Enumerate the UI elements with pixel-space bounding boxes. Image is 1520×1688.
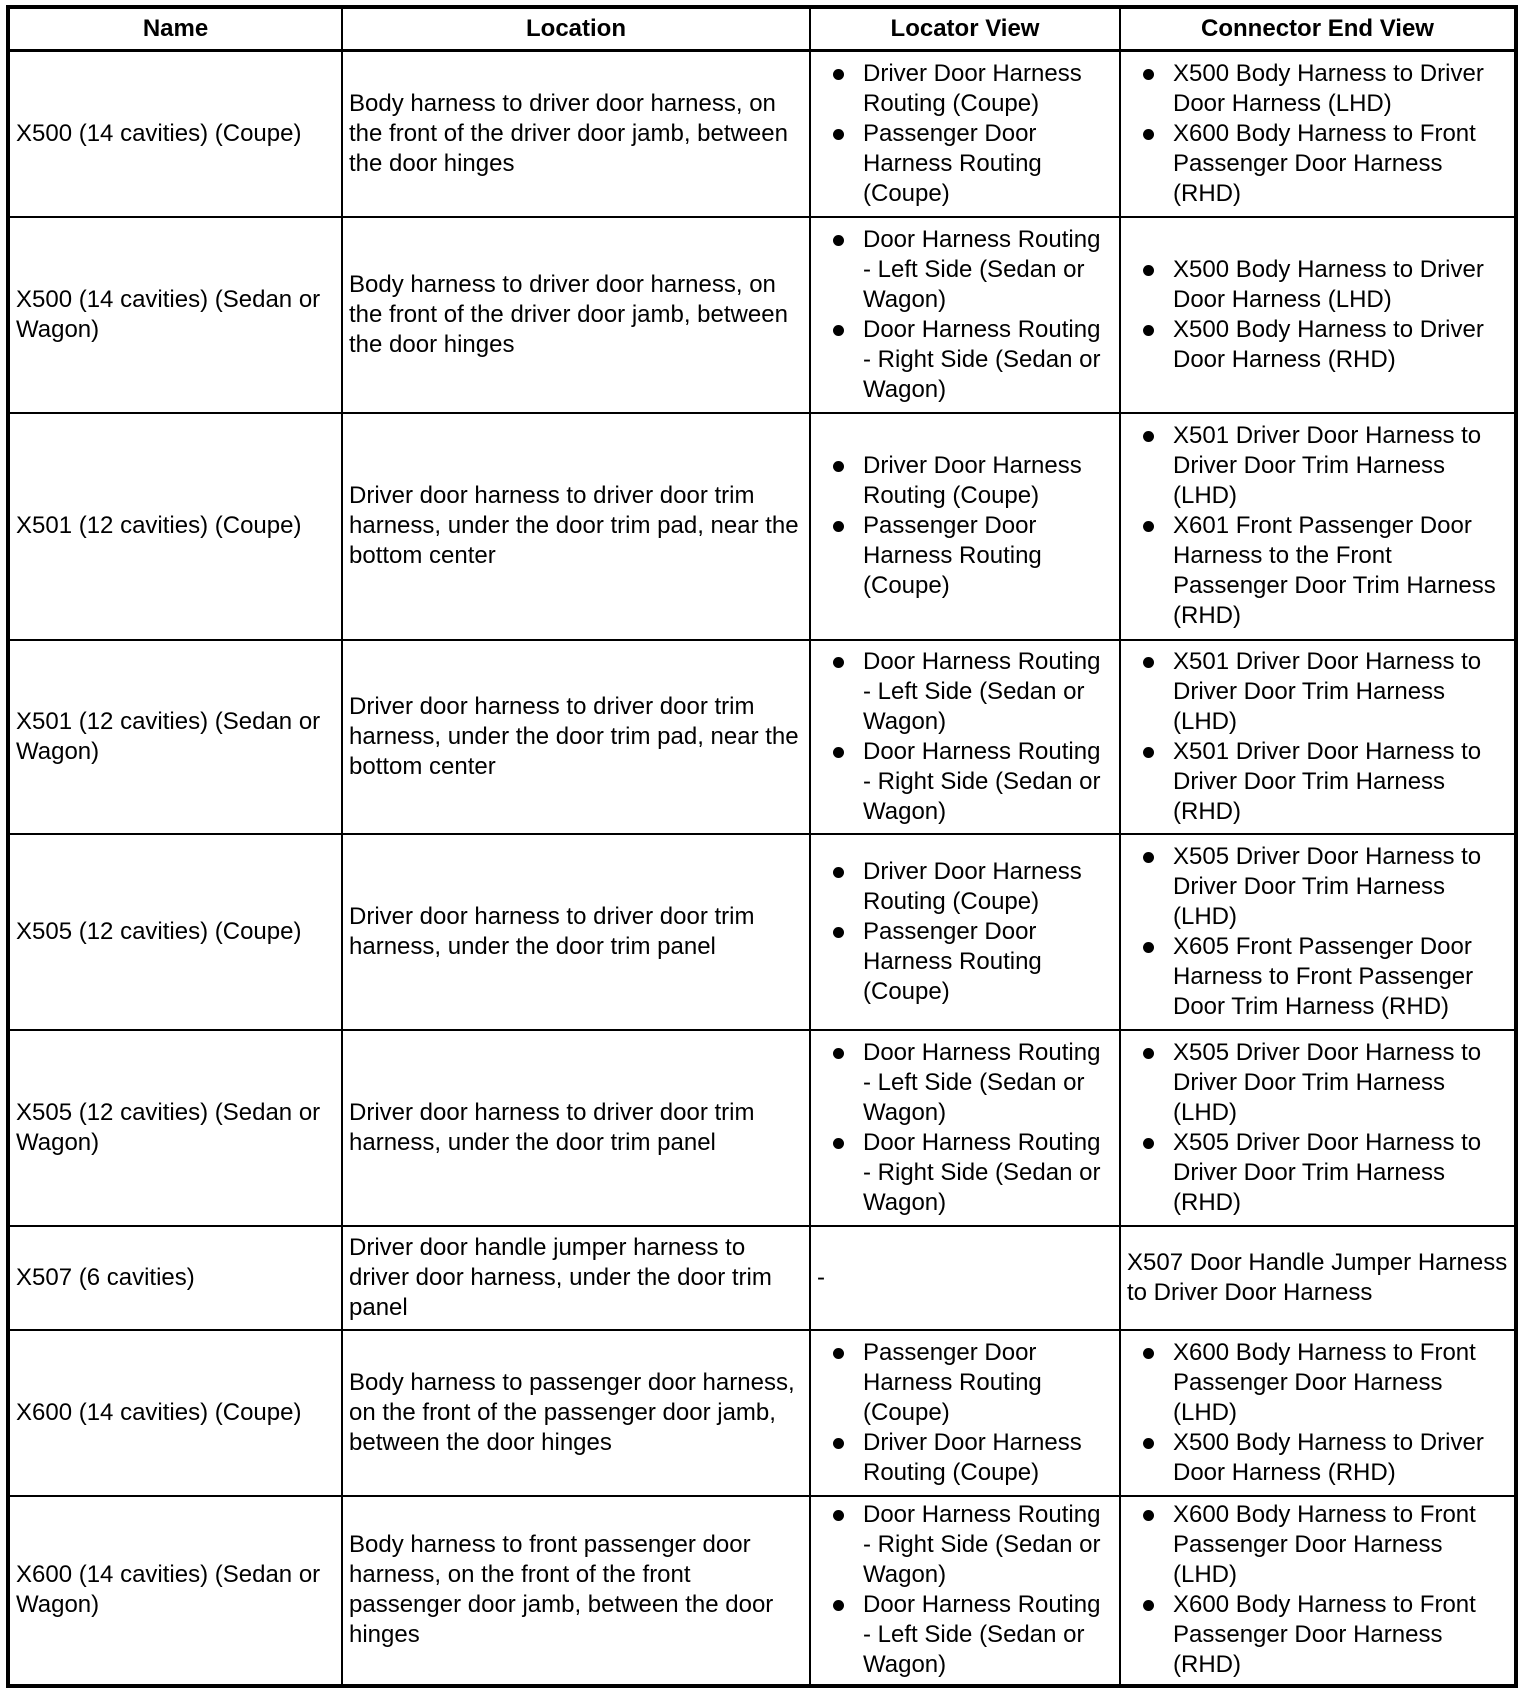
list-item[interactable] (1127, 1428, 1508, 1488)
list-item[interactable] (817, 917, 1113, 1007)
list-item[interactable] (1127, 421, 1508, 511)
connector-link[interactable]: X600 Body Harness to Front Passenger Door Harness (LHD) (1173, 1338, 1476, 1426)
list-item[interactable] (817, 225, 1113, 315)
bullet-icon (833, 325, 844, 336)
cell-name: X501 (12 cavities) (Coupe) (8, 413, 342, 640)
list-item[interactable] (817, 451, 1113, 511)
table-row (8, 1226, 1516, 1330)
locator-link[interactable]: Driver Door Harness Routing (Coupe) (863, 59, 1082, 117)
list-item[interactable] (1127, 842, 1508, 932)
list-item[interactable] (817, 59, 1113, 119)
bullet-icon (833, 129, 844, 140)
locator-link[interactable]: Door Harness Routing - Right Side (Sedan or Wagon) (863, 1128, 1101, 1216)
bullet-icon (833, 927, 844, 938)
bullet-icon (833, 1048, 844, 1059)
connector-link[interactable]: X600 Body Harness to Front Passenger Door Harness (RHD) (1173, 1591, 1476, 1678)
cell-location: Body harness to front passenger door harness, on the front of the front passenger door jamb, between the door hinges (342, 1496, 810, 1686)
list-item[interactable] (1127, 932, 1508, 1022)
cell-location: Driver door harness to driver door trim harness, under the door trim panel (342, 834, 810, 1030)
bullet-icon (833, 235, 844, 246)
header-location: Location (342, 7, 810, 51)
locator-link[interactable]: Door Harness Routing - Left Side (Sedan or Wagon) (863, 1591, 1101, 1678)
header-locator-view: Locator View (810, 7, 1120, 51)
connector-link[interactable]: X500 Body Harness to Driver Door Harness (RHD) (1173, 315, 1484, 373)
cell-locator-view (810, 51, 1120, 217)
cell-connector-end-view (1120, 217, 1516, 413)
connector-table (6, 5, 1518, 1688)
bullet-icon (833, 1438, 844, 1449)
bullet-icon (1143, 1138, 1154, 1149)
cell-locator-view: - (810, 1226, 1120, 1330)
bullet-icon (1143, 747, 1154, 758)
locator-link[interactable]: Driver Door Harness Routing (Coupe) (863, 857, 1082, 915)
list-item[interactable] (1127, 737, 1508, 827)
bullet-icon (833, 461, 844, 472)
cell-connector-end-view (1120, 1330, 1516, 1496)
connector-link[interactable]: X501 Driver Door Harness to Driver Door Trim Harness (RHD) (1173, 737, 1482, 825)
list-item[interactable] (1127, 1500, 1508, 1590)
header-row (8, 7, 1516, 51)
connector-link[interactable]: X501 Driver Door Harness to Driver Door Trim Harness (LHD) (1173, 422, 1482, 509)
bullet-icon (1143, 265, 1154, 276)
table-row (8, 1496, 1516, 1686)
connector-link[interactable]: X605 Front Passenger Door Harness to Front Passenger Door Trim Harness (RHD) (1173, 932, 1474, 1020)
list-item[interactable] (817, 1428, 1113, 1488)
connector-link[interactable]: X500 Body Harness to Driver Door Harness (LHD) (1173, 255, 1484, 313)
bullet-icon (1143, 1438, 1154, 1449)
locator-link[interactable]: Driver Door Harness Routing (Coupe) (863, 1428, 1082, 1486)
bullet-icon (1143, 942, 1154, 953)
list-item[interactable] (1127, 315, 1508, 375)
connector-link[interactable]: X500 Body Harness to Driver Door Harness (LHD) (1173, 59, 1484, 117)
cell-connector-end-view (1120, 640, 1516, 834)
list-item[interactable] (1127, 255, 1508, 315)
list-item[interactable] (817, 1590, 1113, 1680)
cell-name: X505 (12 cavities) (Sedan or Wagon) (8, 1030, 342, 1226)
list-item[interactable] (817, 647, 1113, 737)
list-item[interactable] (1127, 1590, 1508, 1680)
table-row (8, 640, 1516, 834)
bullet-icon (1143, 1048, 1154, 1059)
bullet-icon (833, 657, 844, 668)
cell-locator-view (810, 640, 1120, 834)
list-item[interactable] (1127, 119, 1508, 209)
cell-location: Driver door harness to driver door trim harness, under the door trim pad, near the bottom center (342, 413, 810, 640)
list-item[interactable] (1127, 511, 1508, 631)
bullet-icon (1143, 852, 1154, 863)
locator-link[interactable]: Passenger Door Harness Routing (Coupe) (863, 512, 1042, 599)
connector-link[interactable]: X500 Body Harness to Driver Door Harness (RHD) (1173, 1428, 1484, 1486)
bullet-icon (1143, 1348, 1154, 1359)
cell-connector-end-view (1120, 1030, 1516, 1226)
cell-location: Driver door harness to driver door trim harness, under the door trim pad, near the bottom center (342, 640, 810, 834)
list-item[interactable] (817, 1338, 1113, 1428)
cell-location: Body harness to driver door harness, on the front of the driver door jamb, between the door hinges (342, 51, 810, 217)
bullet-icon (833, 1600, 844, 1611)
cell-locator-view (810, 1330, 1120, 1496)
list-item[interactable] (1127, 1038, 1508, 1128)
table-row (8, 1030, 1516, 1226)
bullet-icon (1143, 1510, 1154, 1521)
cell-connector-end-view (1120, 413, 1516, 640)
cell-location: Driver door handle jumper harness to driver door harness, under the door trim panel (342, 1226, 810, 1330)
table-row (8, 51, 1516, 217)
list-item[interactable] (817, 1128, 1113, 1218)
locator-link[interactable]: Passenger Door Harness Routing (Coupe) (863, 119, 1042, 207)
list-item[interactable] (817, 119, 1113, 209)
table-row (8, 834, 1516, 1030)
list-item[interactable] (1127, 1128, 1508, 1218)
list-item[interactable] (817, 511, 1113, 601)
cell-name: X600 (14 cavities) (Coupe) (8, 1330, 342, 1496)
connector-link[interactable]: X600 Body Harness to Front Passenger Door Harness (LHD) (1173, 1501, 1476, 1588)
cell-name: X500 (14 cavities) (Sedan or Wagon) (8, 217, 342, 413)
cell-name: X600 (14 cavities) (Sedan or Wagon) (8, 1496, 342, 1686)
connector-link[interactable]: X505 Driver Door Harness to Driver Door Trim Harness (RHD) (1173, 1128, 1482, 1216)
table-row (8, 217, 1516, 413)
list-item[interactable] (817, 737, 1113, 827)
list-item[interactable] (817, 857, 1113, 917)
bullet-icon (833, 69, 844, 80)
connector-link[interactable]: X501 Driver Door Harness to Driver Door Trim Harness (LHD) (1173, 647, 1482, 735)
bullet-icon (833, 521, 844, 532)
bullet-icon (833, 1138, 844, 1149)
cell-location: Driver door harness to driver door trim harness, under the door trim panel (342, 1030, 810, 1226)
bullet-icon (833, 1510, 844, 1521)
list-item[interactable] (817, 1500, 1113, 1590)
connector-link[interactable]: X505 Driver Door Harness to Driver Door Trim Harness (LHD) (1173, 1038, 1482, 1126)
list-item[interactable] (817, 1038, 1113, 1128)
bullet-icon (1143, 325, 1154, 336)
cell-name: X505 (12 cavities) (Coupe) (8, 834, 342, 1030)
locator-link[interactable]: Door Harness Routing - Right Side (Sedan or Wagon) (863, 737, 1101, 825)
bullet-icon (1143, 129, 1154, 140)
cell-locator-view (810, 1030, 1120, 1226)
list-item[interactable] (1127, 1338, 1508, 1428)
cell-locator-view (810, 217, 1120, 413)
bullet-icon (1143, 521, 1154, 532)
cell-connector-end-view (1120, 834, 1516, 1030)
header-connector-end-view: Connector End View (1120, 7, 1516, 51)
locator-link[interactable]: Passenger Door Harness Routing (Coupe) (863, 917, 1042, 1005)
cell-name: X507 (6 cavities) (8, 1226, 342, 1330)
bullet-icon (1143, 1600, 1154, 1611)
bullet-icon (1143, 657, 1154, 668)
locator-link[interactable]: Passenger Door Harness Routing (Coupe) (863, 1338, 1042, 1426)
connector-link[interactable]: X601 Front Passenger Door Harness to the Front Passenger Door Trim Harness (RHD) (1173, 512, 1496, 629)
cell-location: Body harness to passenger door harness, on the front of the passenger door jamb, between the door hinges (342, 1330, 810, 1496)
locator-link[interactable]: Door Harness Routing - Left Side (Sedan or Wagon) (863, 1038, 1101, 1126)
cell-connector-end-view (1120, 1226, 1516, 1330)
locator-link[interactable]: Door Harness Routing - Right Side (Sedan or Wagon) (863, 315, 1101, 403)
connector-link[interactable]: X507 Door Handle Jumper Harness to Driver Door Harness (1127, 1248, 1508, 1306)
bullet-icon (833, 747, 844, 758)
locator-link[interactable]: Door Harness Routing - Left Side (Sedan or Wagon) (863, 647, 1101, 735)
cell-connector-end-view (1120, 1496, 1516, 1686)
cell-locator-view (810, 1496, 1120, 1686)
bullet-icon (1143, 431, 1154, 442)
connector-link[interactable]: X600 Body Harness to Front Passenger Door Harness (RHD) (1173, 119, 1476, 207)
cell-connector-end-view (1120, 51, 1516, 217)
list-item[interactable] (1127, 59, 1508, 119)
locator-link[interactable]: Door Harness Routing - Left Side (Sedan or Wagon) (863, 225, 1101, 313)
bullet-icon (833, 1348, 844, 1359)
list-item[interactable] (817, 315, 1113, 405)
bullet-icon (1143, 69, 1154, 80)
locator-link[interactable]: Door Harness Routing - Right Side (Sedan or Wagon) (863, 1501, 1101, 1588)
locator-link[interactable]: Driver Door Harness Routing (Coupe) (863, 452, 1082, 509)
bullet-icon (833, 867, 844, 878)
cell-locator-view (810, 413, 1120, 640)
cell-name: X500 (14 cavities) (Coupe) (8, 51, 342, 217)
table-row (8, 1330, 1516, 1496)
cell-name: X501 (12 cavities) (Sedan or Wagon) (8, 640, 342, 834)
list-item[interactable] (1127, 647, 1508, 737)
connector-link[interactable]: X505 Driver Door Harness to Driver Door Trim Harness (LHD) (1173, 842, 1482, 930)
cell-location: Body harness to driver door harness, on the front of the driver door jamb, between the door hinges (342, 217, 810, 413)
cell-locator-view (810, 834, 1120, 1030)
header-name: Name (8, 7, 342, 51)
table-row (8, 413, 1516, 640)
